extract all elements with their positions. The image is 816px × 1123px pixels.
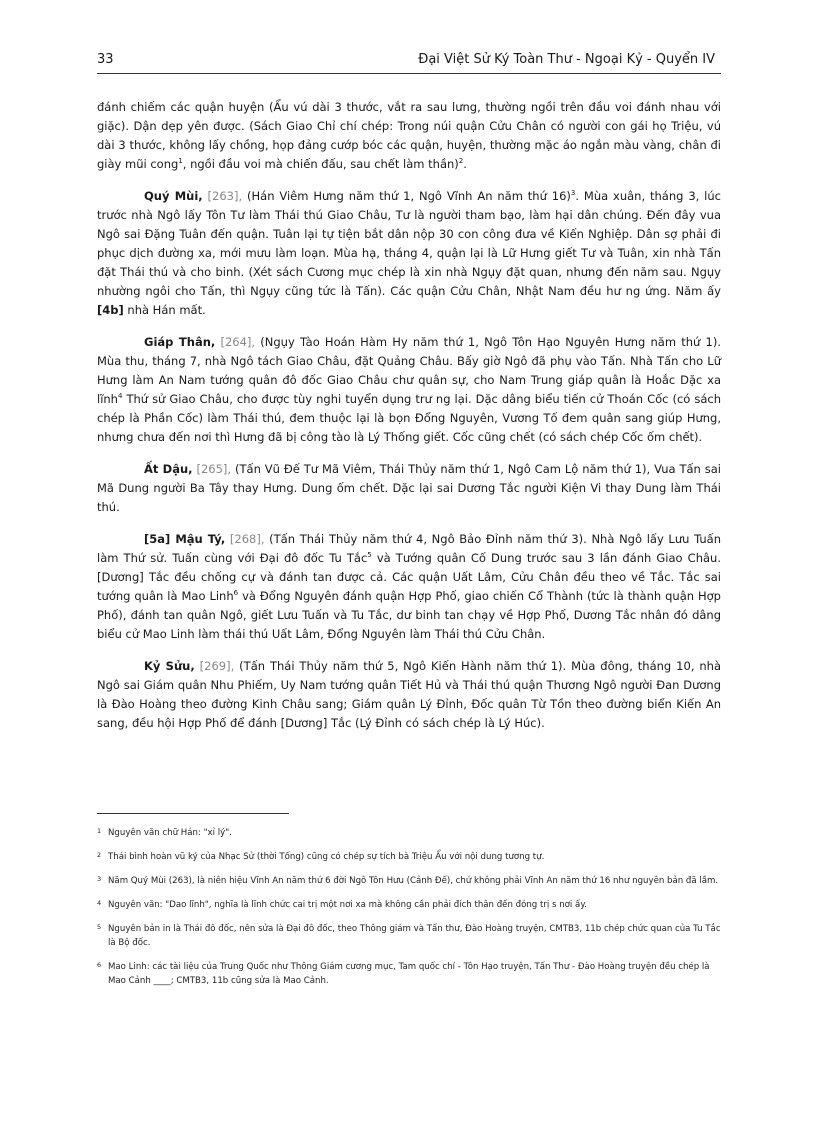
footnote xyxy=(97,898,721,912)
footnote-ref: 5 xyxy=(367,551,372,560)
footnote-number: 2 xyxy=(97,851,102,859)
footnote-number: 5 xyxy=(97,923,102,931)
footnote-ref: 4 xyxy=(117,392,123,401)
paragraph-giap-than: Giáp Thân, [264], (Ngụy Tào Hoán Hàm Hy năm thứ 1, Ngô Tôn Hạo Nguyên Hưng năm thứ 1). Mùa thu, tháng 7, nhà Ngô tách Giao Châu, đặt Quảng Châu. Bấy giờ Ngô đã phụ vào Tấn. Nhà Tấn cho Lữ Hưng làm An Nam tướng quân đô đốc Giao Châu chư quân sự, cho Nam Trung giáp quân là Hoắc Dặc xa lĩnh$^4$ Thứ sử Giao Châu, cho được tùy nghi tuyển dụng trư ng lại. Dặc dâng biểu tiến cử Thoán Cốc (có sách chép là Phần Cốc) làm Thái thú, đem thuộc lại là bọn Đổng Nguyên, Vương Tố đem quân sang giúp Hưng, nhưng chưa đến nơi thì Hưng đã bị công tào là Lý Thống giết. Cốc cũng chết (có sách chép Cốc ốm chết). xyxy=(97,335,721,444)
footnote-ref: 2 xyxy=(458,157,464,166)
year-code: [269], xyxy=(199,659,235,673)
footnote-separator xyxy=(97,813,289,814)
paragraph-quy-mui: Quý Mùi, [263], (Hán Viêm Hưng năm thứ 1, Ngô Vĩnh An năm thứ 16)$^3$. Mùa xuân, tháng 3, lúc trước nhà Ngô lấy Tôn Tư làm Thái thú Giao Châu, Tư là người tham bạo, làm hại dân chúng. Đến đây vua Ngô sai Đặng Tuân đến quận. Tuân lại tự tiện bắt dân nộp 30 con công đưa về Kiến Nghiệp. Dân sợ phải đi phục dịch đường xa, mới mưu làm loạn. Mùa hạ, tháng 4, quận lại là Lữ Hưng giết Tư và Tuân, xin nhà Tấn đặt Thái thú và cho binh. (Xét sách Cương mục chép là xin nhà Ngụy đặt quan, nhưng đến năm sau. Ngụy nhường ngôi cho Tấn, thì Ngụy cũng tức là Tấn). Các quận Cửu Chân, Nhật Nam đều hư ng ứng. Năm ấy [4b] nhà Hán mất. xyxy=(97,189,721,317)
year-heading: Mậu Tý, xyxy=(170,532,226,546)
year-heading: Giáp Thân, xyxy=(144,335,216,349)
running-title: Đại Việt Sử Ký Toàn Thư - Ngoại Kỷ - Quyển IV xyxy=(418,52,715,67)
footnote-text: Nguyên bản in là Thái đô đốc, nên sửa là Đại đô đốc, theo Thông giám và Tấn thư, Đào Hoàng truyện, CMTB3, 11b chép chức quan của Tu Tắc là Bộ đốc. xyxy=(108,924,721,948)
year-code: [268], xyxy=(229,532,265,546)
year-heading: Quý Mùi, xyxy=(144,189,203,203)
year-heading: Ất Dậu, xyxy=(144,462,193,476)
footnote-ref: 6 xyxy=(233,589,239,598)
footnote xyxy=(97,826,721,840)
paragraph-1: đánh chiếm các quận huyện (Ẩu vú dài 3 thước, vắt ra sau lưng, thường ngồi trên đầu voi đánh nhau với giặc). Dận dẹp yên được. (Sách Giao Chỉ chí chép: Trong núi quận Cửu Chân có người con gái họ Triệu, vú dài 3 thước, không lấy chồng, họp đảng cướp bóc các quận, huyện, thường mặc áo ngắn màu vàng, chân đi giày mũi cong$^1$, ngồi đầu voi mà chiến đấu, sau chết làm thần)$^2$. xyxy=(97,100,721,171)
footnotes xyxy=(97,826,721,998)
header-rule xyxy=(97,73,721,74)
footnote-text: Thái bình hoàn vũ ký của Nhạc Sử (thời Tống) cũng có chép sự tích bà Triệu Ẩu với nội dung tương tự. xyxy=(108,852,545,862)
paragraph-mau-ty: [5a] Mậu Tý, [268], (Tấn Thái Thủy năm thứ 4, Ngô Bảo Đỉnh năm thứ 3). Nhà Ngô lấy Lưu Tuấn làm Thứ sử. Tuấn cùng với Đại đô đốc Tu Tắc$^5$ và Tướng quân Cố Dung trước sau 3 lần đánh Giao Châu. [Dương] Tắc đều chống cự và đánh tan được cả. Các quận Uất Lâm, Cửu Chân đều theo về Tắc. Tắc sai tướng quân là Mao Linh$^6$ và Đổng Nguyên đánh quận Hợp Phố, giao chiến Cổ Thành (tức là thành quận Hợp Phố), đánh tan quân Ngô, giết Lưu Tuấn và Tu Tắc, dư binh tan chạy về Hợp Phố, Dương Tắc nhân đó dâng biểu cử Mao Linh làm thái thú Uất Lâm, Đổng Nguyên làm Thái thú Cửu Chân. xyxy=(97,532,722,641)
footnote-number: 3 xyxy=(97,875,102,883)
footnote xyxy=(97,960,721,988)
year-code: [264], xyxy=(220,335,256,349)
footnote-ref: 3 xyxy=(570,189,576,198)
paragraph-ky-suu: Kỷ Sửu, [269], (Tấn Thái Thủy năm thứ 5, Ngô Kiến Hành năm thứ 1). Mùa đông, tháng 10, nhà Ngô sai Giám quân Nhu Phiếm, Uy Nam tướng quân Tiết Hủ và Thái thú quận Thương Ngô người Đan Dương là Đào Hoàng theo đường Kinh Châu sang; Giám quân Lý Đỉnh, Đốc quân Từ Tồn theo đường biển Kiến An sang, đều hội Hợp Phố để đánh [Dương] Tắc (Lý Đỉnh có sách chép là Lý Húc). xyxy=(97,659,722,730)
footnote-ref: 1 xyxy=(178,157,183,166)
folio-mark: [4b] xyxy=(97,303,124,317)
year-code: [263], xyxy=(207,189,243,203)
year-heading: Kỷ Sửu, xyxy=(144,659,195,673)
footnote-number: 1 xyxy=(97,827,102,835)
footnote xyxy=(97,874,721,888)
footnote xyxy=(97,850,721,864)
page-header xyxy=(97,52,721,72)
footnote-number: 4 xyxy=(97,899,102,907)
footnote-text: Năm Quý Mùi (263), là niên hiệu Vĩnh An năm thứ 6 đời Ngô Tôn Hưu (Cảnh Đế), chứ không phải Vĩnh An năm thứ 16 như nguyên bản đã lầm. xyxy=(108,876,719,886)
page-number: 33 xyxy=(97,52,114,67)
footnote-text: Nguyên văn: "Dao lĩnh", nghĩa là lĩnh chức cai trị một nơi xa mà không cần phải đích thân đến đóng trị s nơi ấy. xyxy=(108,900,587,910)
footnote-text: Nguyên văn chữ Hán: "xỉ lý". xyxy=(108,828,232,838)
paragraph-at-dau: Ất Dậu, [265], (Tấn Vũ Đế Tư Mã Viêm, Thái Thủy năm thứ 1, Ngô Cam Lộ năm thứ 1), Vua Tấn sai Mã Dung người Ba Tây thay Hưng. Dung ốm chết. Dặc lại sai Dương Tắc người Kiện Vi thay Dung làm Thái thú. xyxy=(97,462,722,514)
year-code: [265], xyxy=(196,462,232,476)
footnote-text: Mao Linh: các tài liệu của Trung Quốc như Thông Giám cương mục, Tam quốc chí - Tôn Hạo truyện, Tấn Thư - Đào Hoàng truyện đều chép là Mao Cảnh ____; CMTB3, 11b cũng sửa là Mao Cảnh. xyxy=(108,962,710,986)
folio-mark: [5a] xyxy=(144,532,171,546)
footnote-number: 6 xyxy=(97,961,102,969)
footnote xyxy=(97,922,721,950)
body-text xyxy=(97,98,721,746)
